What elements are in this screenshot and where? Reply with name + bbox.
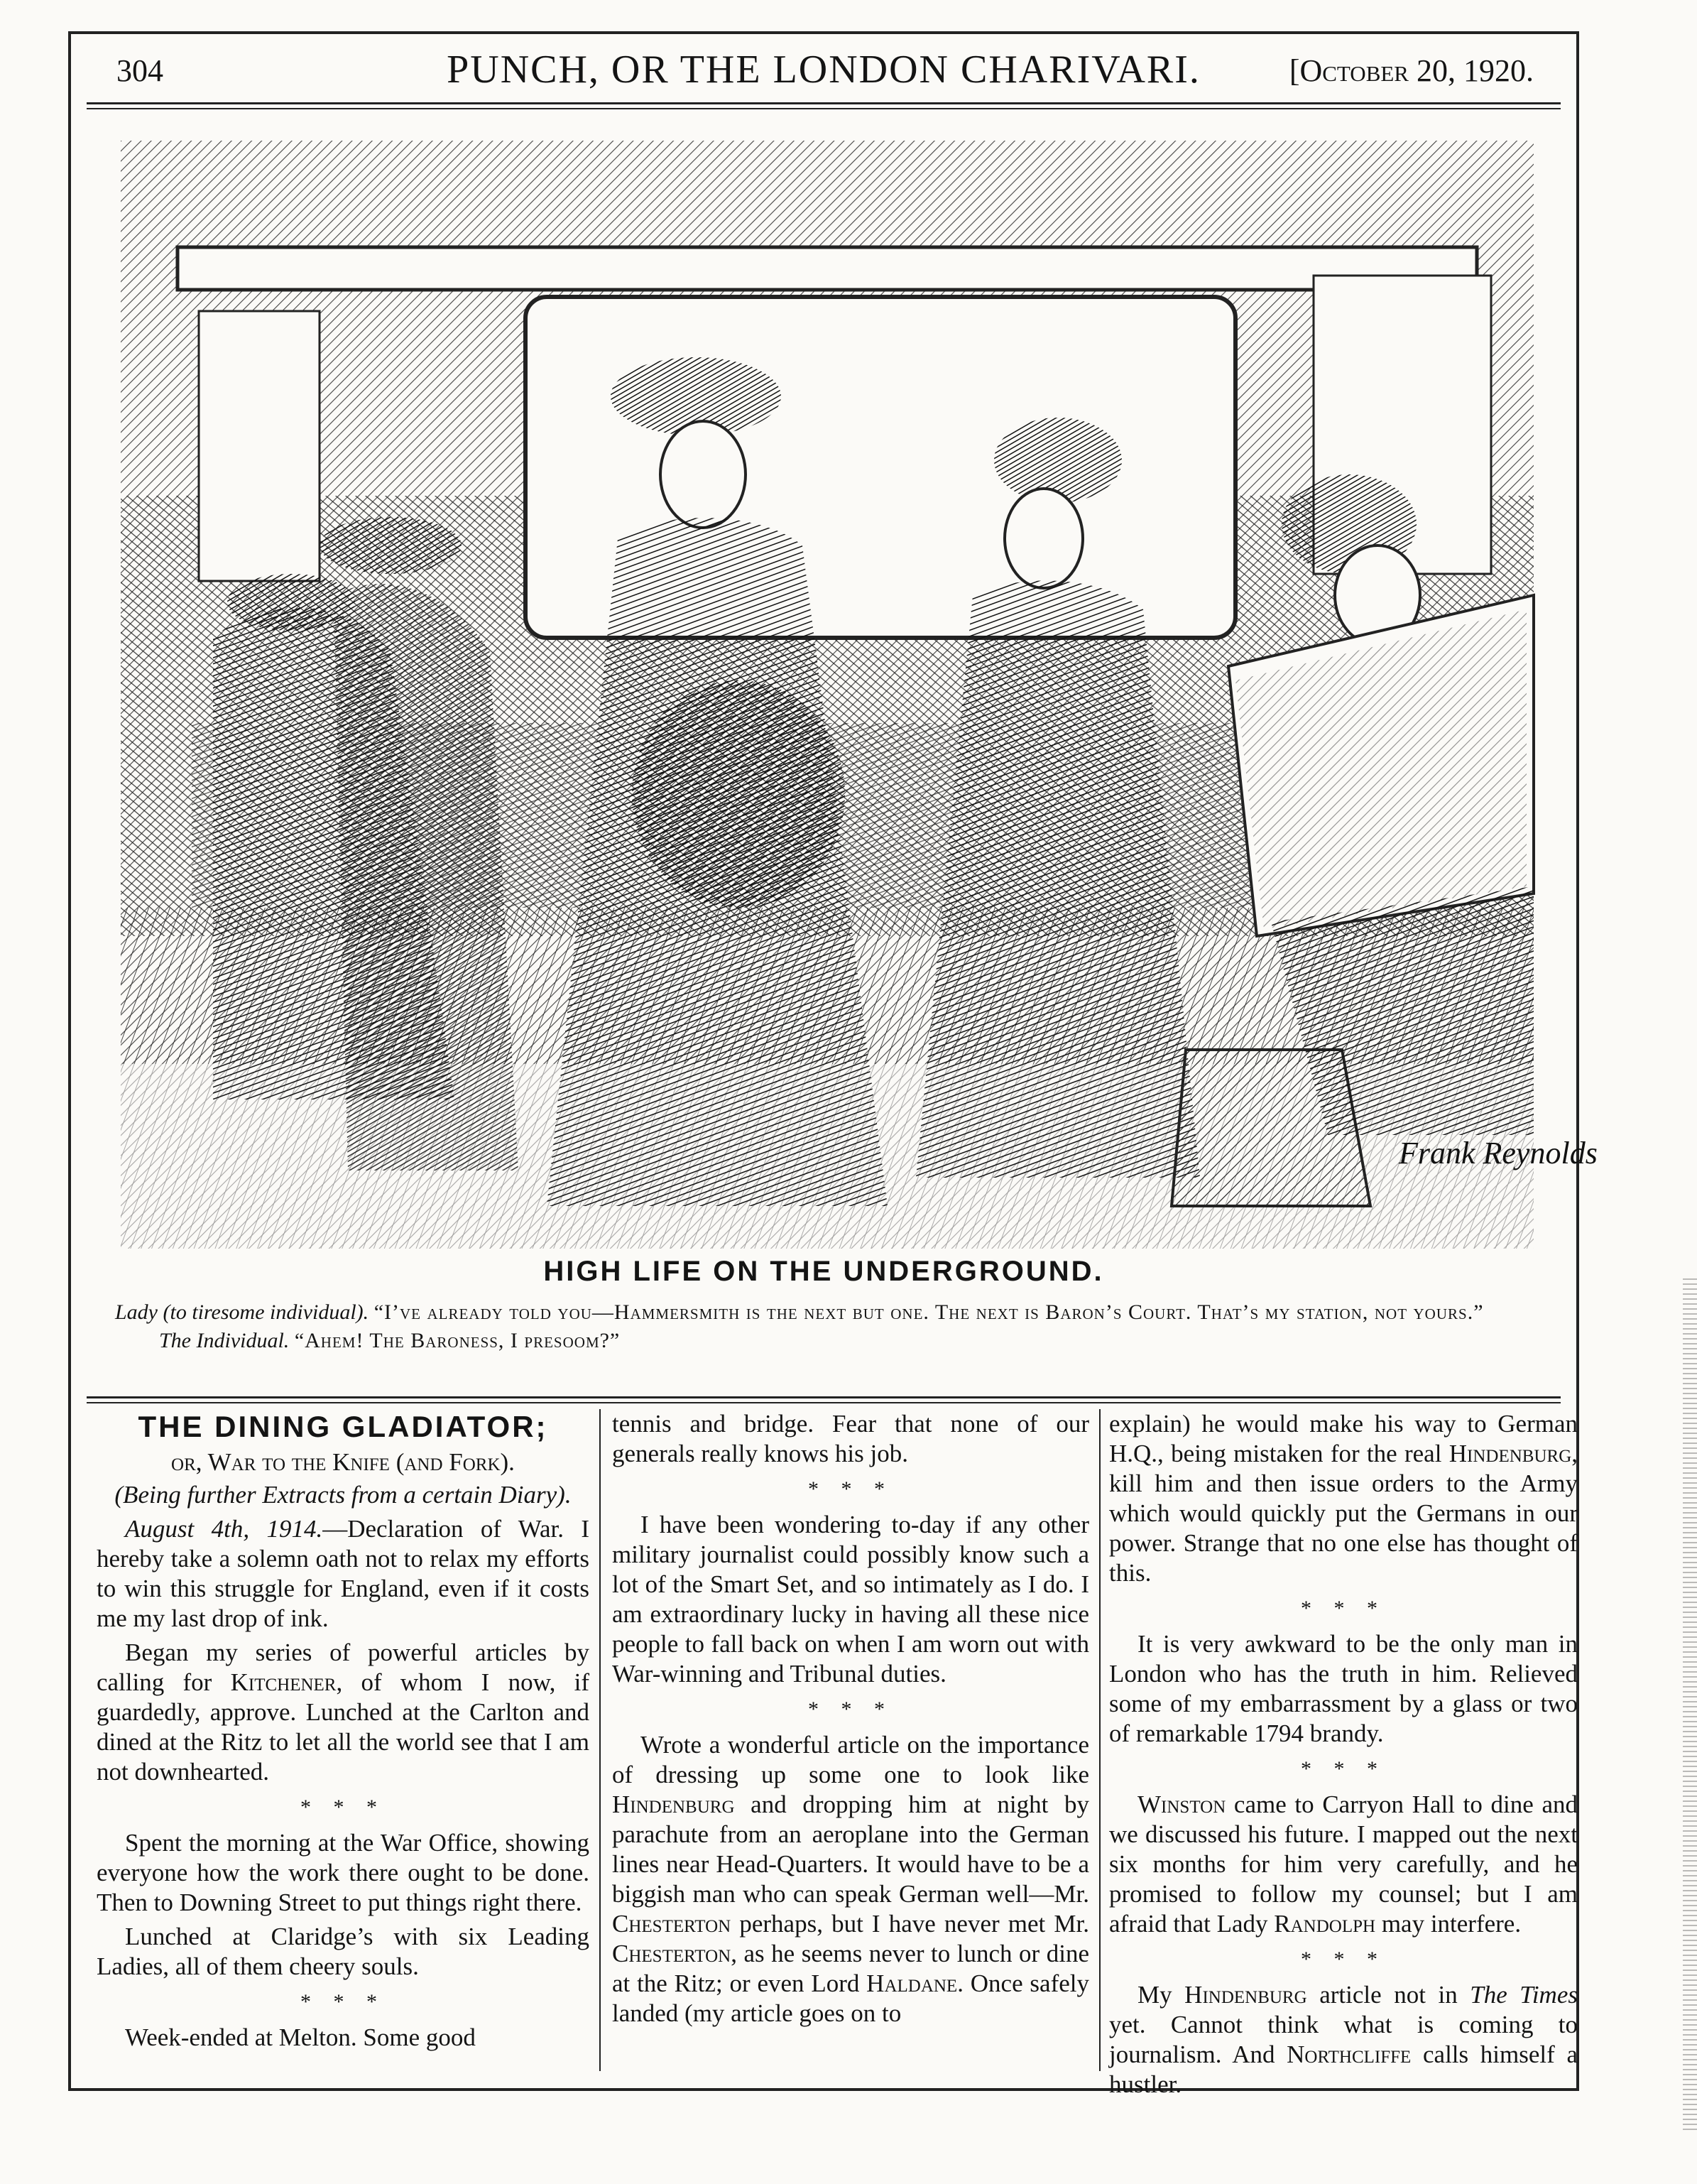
paragraph: August 4th, 1914.—Declaration of War. I hereby take a solemn oath not to relax my efforts to win this struggle for England, even if it costs me my last drop of ink. [97, 1515, 589, 1632]
article-subtitle: or, War to the Knife (and Fork). [171, 1448, 515, 1476]
header-rule [87, 102, 1561, 104]
column-3 [1109, 1409, 1578, 2098]
column-divider-2 [1099, 1409, 1101, 2071]
paragraph: Began my series of powerful articles by calling for Kitchener, of whom I now, if guardedly, approve. Lunched at the Carlton and dined at the Ritz to let all the world see that I am not downhearted. [97, 1639, 589, 1786]
section-stars: * * * [808, 1697, 893, 1721]
section-stars: * * * [1301, 1757, 1386, 1781]
paragraph: Spent the morning at the War Office, showing everyone how the work there ought to be done. Then to Downing Street to put things right there. [97, 1829, 589, 1916]
paragraph: I have been wondering to-day if any other military journalist could possibly know such a lot of the Smart Set, and so intimately as I do. I am extraordinary lucky in having all these nice people to fall back on when I am worn out with War-winning and Tribunal duties. [612, 1511, 1089, 1688]
header-rule-2 [87, 108, 1561, 109]
section-stars: * * * [1301, 1597, 1386, 1620]
page-number: 304 [116, 53, 163, 88]
article-title: THE DINING GLADIATOR; [138, 1410, 548, 1443]
issue-date: [October 20, 1920. [1289, 53, 1534, 88]
speaker-individual: The Individual. [159, 1329, 290, 1352]
paragraph: Winston came to Carryon Hall to dine and we discussed his future. I mapped out the next six months for him very carefully, and he promised to follow my counsel; but I am afraid that Lady Randolph may interfere. [1109, 1791, 1578, 1938]
page-frame [68, 31, 1598, 2098]
speaker-lady: Lady [115, 1300, 158, 1324]
column-1 [97, 1409, 589, 2071]
article-intro: (Being further Extracts from a certain Diary). [114, 1481, 572, 1509]
lady-dialogue: “I’ve already told you—Hammersmith is the next but one. The next is Baron’s Court. That’s my station, not yours.” [373, 1300, 1484, 1324]
cartoon-illustration [121, 141, 1598, 1249]
article-columns [87, 1409, 1578, 2098]
page-header [71, 44, 1576, 101]
section-stars: * * * [808, 1477, 893, 1501]
section-stars: * * * [300, 1795, 386, 1819]
scan-edge-noise [1683, 1278, 1697, 2131]
paragraph: Wrote a wonderful article on the importance of dressing up some one to look like Hindenburg and dropping him at night by parachute from an aeroplane into the German lines near Head-Quarters. It would have to be a biggish man who can speak German well—Mr. Chesterton perhaps, but I have never met Mr. Chesterton, as he seems never to lunch or dine at the Ritz; or even Lord Haldane. Once safely landed (my article goes on to [612, 1731, 1089, 2027]
section-stars: * * * [1301, 1947, 1386, 1971]
section-stars: * * * [300, 1990, 386, 2014]
column-2 [612, 1409, 1089, 2071]
artist-signature: Frank Reynolds [1399, 1136, 1598, 1170]
stage-direction: (to tiresome individual). [163, 1300, 369, 1324]
paragraph: It is very awkward to be the only man in London who has the truth in him. Relieved some of my embarrassment by a glass or two of remarkable 1794 brandy. [1109, 1630, 1578, 1747]
caption-rule [87, 1396, 1561, 1398]
paragraph: Lunched at Claridge’s with six Leading Ladies, all of them cheery souls. [97, 1923, 589, 1980]
paragraph: Week-ended at Melton. Some good [125, 2023, 476, 2051]
cartoon-caption [115, 1298, 1548, 1355]
column-divider-1 [599, 1409, 601, 2071]
cartoon-title: HIGH LIFE ON THE UNDERGROUND. [543, 1256, 1104, 1287]
paragraph: explain) he would make his way to German H.Q., being mistaken for the real Hindenburg, kill him and then issue orders to the Army which would quickly put the Germans in our power. Strange that no one else has thought of this. [1109, 1410, 1578, 1587]
paragraph: tennis and bridge. Fear that none of our generals really knows his job. [612, 1410, 1089, 1467]
paragraph: My Hindenburg article not in The Times yet. Cannot think what is coming to journalism. And Northcliffe calls himself a hustler. [1109, 1981, 1578, 2098]
individual-dialogue: “Ahem! The Baroness, I presoom?” [294, 1329, 621, 1352]
publication-title: PUNCH, OR THE LONDON CHARIVARI. [447, 48, 1201, 92]
caption-rule-2 [87, 1402, 1561, 1403]
